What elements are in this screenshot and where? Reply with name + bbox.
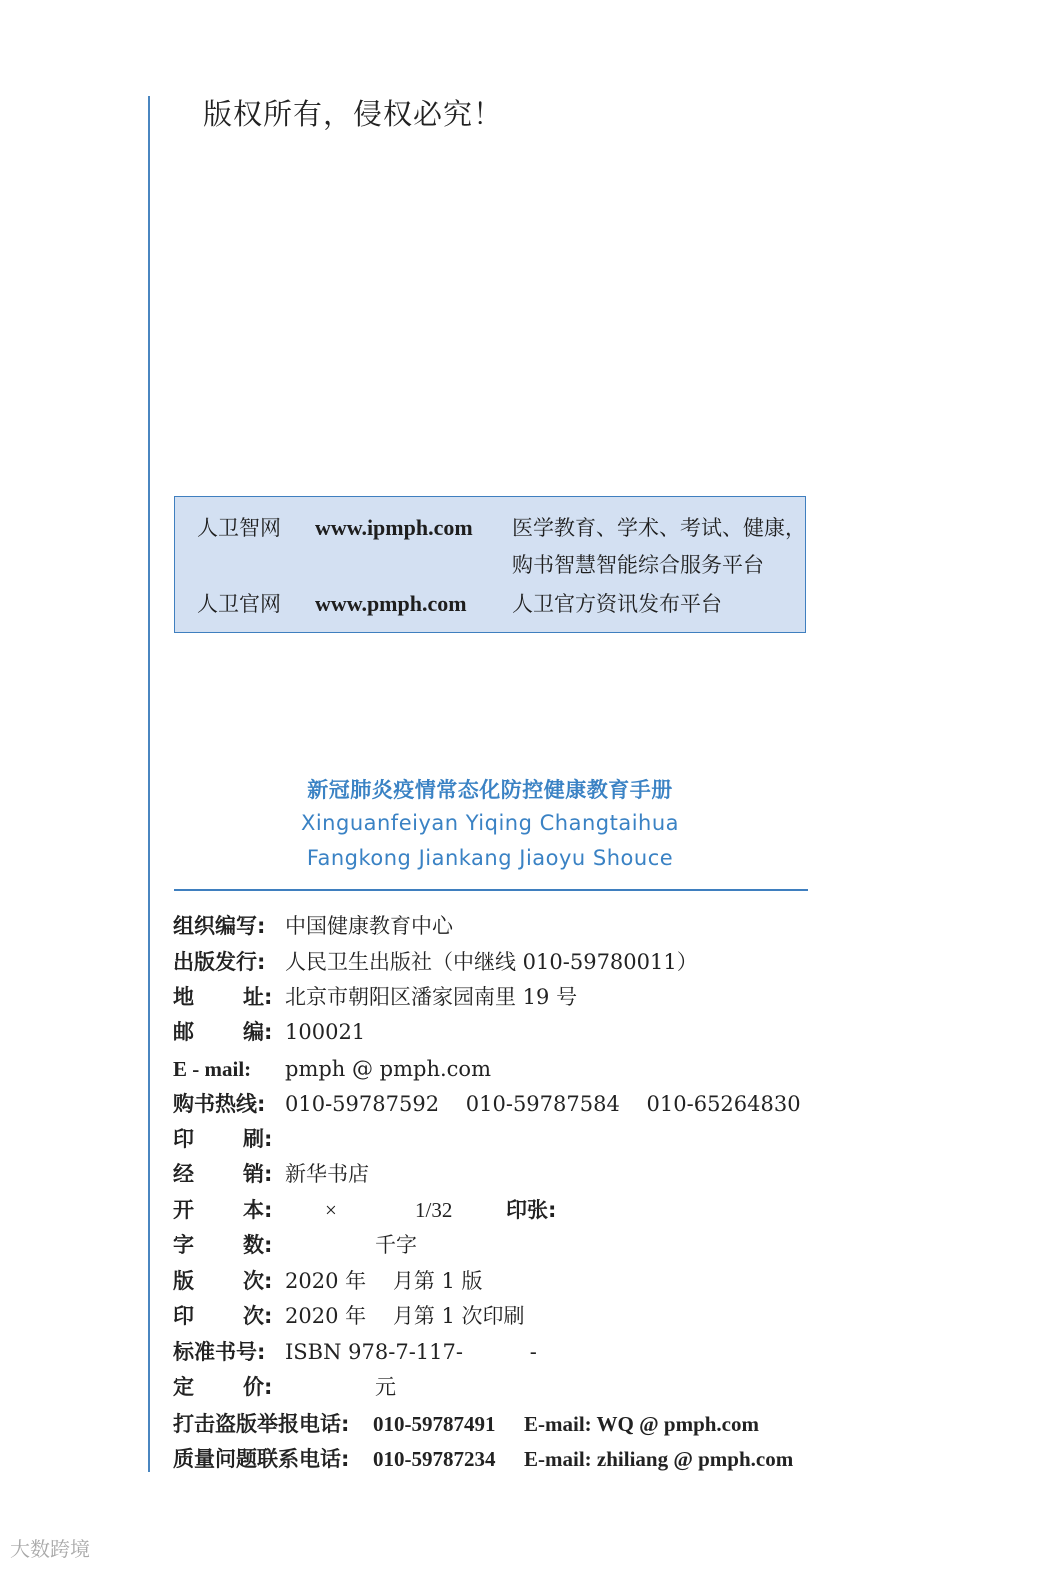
hotline-label: 购书热线: <box>173 1092 266 1116</box>
website-info-box <box>174 496 806 633</box>
infobox-url-3[interactable]: www.pmph.com <box>315 591 467 616</box>
quality-label: 质量问题联系电话: <box>173 1447 350 1471</box>
infobox-name-1: 人卫智网 <box>197 516 281 540</box>
org-label: 组织编写: <box>173 914 266 938</box>
isbn-label: 标准书号: <box>173 1340 266 1364</box>
wordcount-label-2: 数: <box>243 1233 273 1257</box>
postcode-label-1: 邮 <box>173 1020 194 1044</box>
format-value: 1/32 <box>415 1198 453 1222</box>
piracy-email[interactable]: E-mail: WQ @ pmph.com <box>524 1412 759 1436</box>
publisher-value: 人民卫生出版社（中继线 010-59780011） <box>285 950 698 974</box>
infobox-desc-2: 购书智慧智能综合服务平台 <box>512 553 764 577</box>
isbn-value: ISBN 978-7-117- - <box>285 1340 537 1364</box>
format-times: × <box>325 1198 337 1222</box>
piracy-label: 打击盗版举报电话: <box>173 1412 350 1436</box>
wordcount-label-1: 字 <box>173 1233 194 1257</box>
publisher-label: 出版发行: <box>173 950 266 974</box>
book-title-pinyin-line2: Fangkong Jiankang Jiaoyu Shouce <box>306 846 674 870</box>
edition-label-2: 次: <box>243 1269 273 1293</box>
hotline-value: 010-59787592 010-59787584 010-65264830 <box>285 1092 801 1116</box>
infobox-desc-1: 医学教育、学术、考试、健康， <box>512 516 806 540</box>
distributor-label-1: 经 <box>173 1162 194 1186</box>
infobox-name-3: 人卫官网 <box>197 592 281 616</box>
infobox-url-1[interactable]: www.ipmph.com <box>315 515 473 540</box>
distributor-label-2: 销: <box>243 1162 273 1186</box>
price-label-2: 价: <box>243 1375 273 1399</box>
copyright-notice: 版权所有，侵权必究！ <box>203 97 504 131</box>
org-value: 中国健康教育中心 <box>285 914 453 938</box>
address-label-2: 址: <box>243 985 273 1009</box>
email-value[interactable]: pmph @ pmph.com <box>285 1057 491 1081</box>
sheets-label: 印张: <box>506 1198 557 1222</box>
postcode-value: 100021 <box>285 1020 366 1044</box>
quality-phone: 010-59787234 <box>373 1447 496 1471</box>
email-label: E - mail: <box>173 1057 252 1081</box>
printing-label-1: 印 <box>173 1304 194 1328</box>
book-title-chinese: 新冠肺炎疫情常态化防控健康教育手册 <box>307 778 673 802</box>
wordcount-value: 千字 <box>375 1233 417 1257</box>
quality-email[interactable]: E-mail: zhiliang @ pmph.com <box>524 1447 794 1471</box>
price-label-1: 定 <box>173 1375 194 1399</box>
address-value: 北京市朝阳区潘家园南里 19 号 <box>285 985 578 1009</box>
printer-label-1: 印 <box>173 1127 194 1151</box>
watermark-logo <box>10 1533 90 1562</box>
format-label-1: 开 <box>173 1198 194 1222</box>
title-divider <box>174 889 808 891</box>
address-label-1: 地 <box>173 985 194 1009</box>
infobox-desc-3: 人卫官方资讯发布平台 <box>512 592 722 616</box>
piracy-phone: 010-59787491 <box>373 1412 496 1436</box>
printing-label-2: 次: <box>243 1304 273 1328</box>
edition-label-1: 版 <box>173 1269 194 1293</box>
format-label-2: 本: <box>243 1198 273 1222</box>
printer-label-2: 刷: <box>243 1127 273 1151</box>
postcode-label-2: 编: <box>243 1020 273 1044</box>
book-title-pinyin-line1: Xinguanfeiyan Yiqing Changtaihua <box>300 811 680 835</box>
edition-value: 2020 年 月第 1 版 <box>285 1269 483 1293</box>
margin-rule <box>148 96 150 1472</box>
watermark-text: 大数跨境 <box>10 1537 90 1561</box>
price-value: 元 <box>375 1375 396 1399</box>
distributor-value: 新华书店 <box>285 1162 369 1186</box>
printing-value: 2020 年 月第 1 次印刷 <box>285 1304 525 1328</box>
